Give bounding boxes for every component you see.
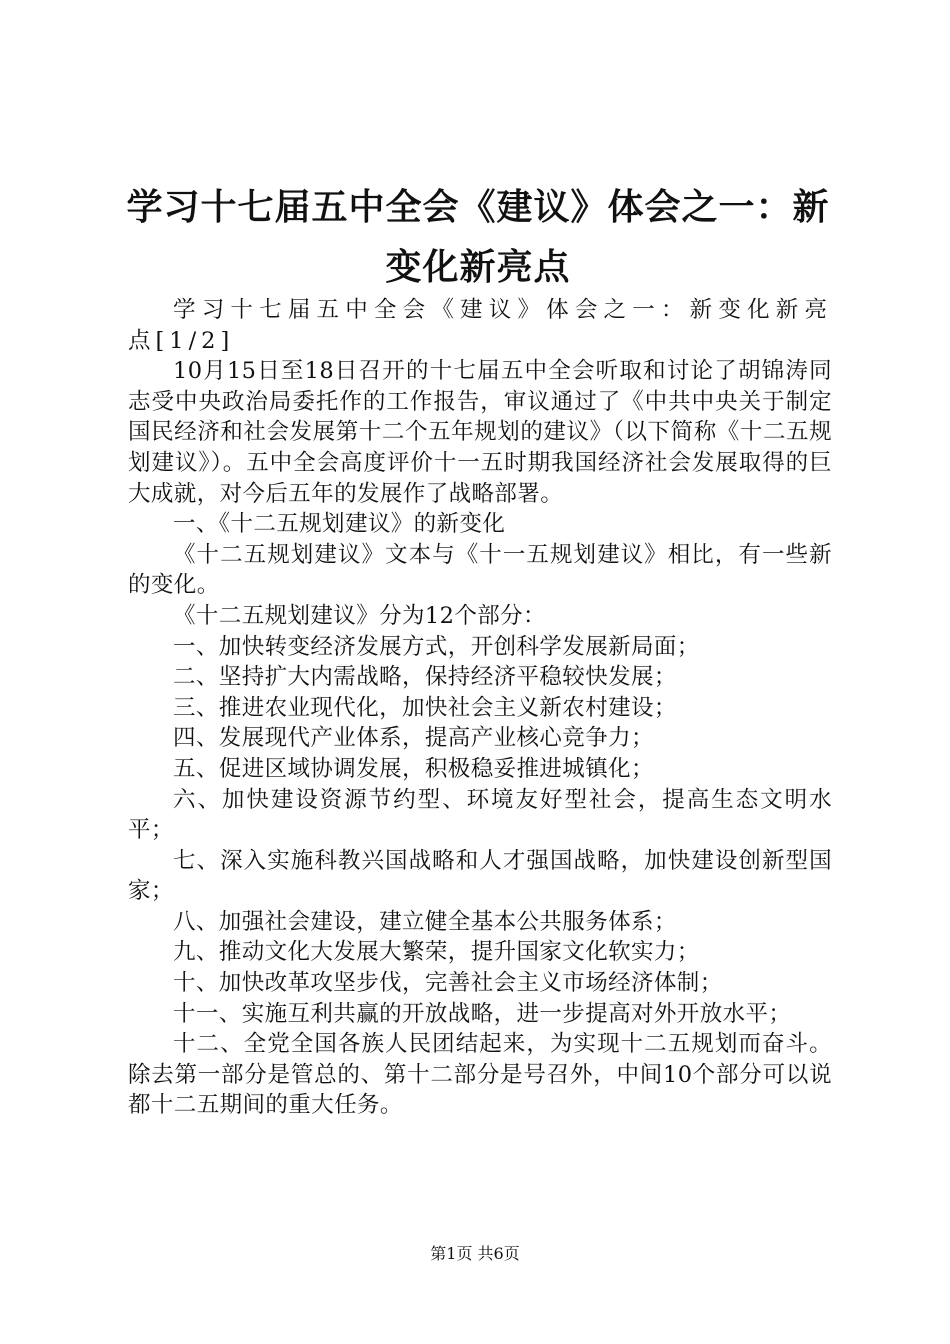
list-item: 五、促进区域协调发展，积极稳妥推进城镇化； [173, 755, 654, 782]
document-body [128, 295, 832, 1121]
intro-paragraph: 10月15日至18日召开的十七届五中全会听取和讨论了胡锦涛同志受中央政治局委托作的工作报告，审议通过了《中共中央关于制定国民经济和社会发展第十二个五年规划的建议》（以下简称《十二五规划建议》）。五中全会高度评价十一五时期我国经济社会发展取得的巨大成就，对今后五年的发展作了战略部署。 [128, 358, 832, 507]
list-item: 二、坚持扩大内需战略，保持经济平稳较快发展； [173, 664, 677, 691]
page-footer: 第1页 共6页 [430, 1244, 520, 1263]
subtitle-paragraph: 学习十七届五中全会《建议》体会之一：新变化新亮点[1/2] [128, 297, 832, 354]
list-item: 一、加快转变经济发展方式，开创科学发展新局面； [173, 633, 700, 660]
list-item: 九、推动文化大发展大繁荣，提升国家文化软实力； [173, 939, 700, 966]
section-heading: 一、《十二五规划建议》的新变化 [173, 511, 506, 538]
list-item: 七、深入实施科教兴国战略和人才强国战略，加快建设创新型国家； [128, 847, 832, 905]
list-item: 十、加快改革攻坚步伐，完善社会主义市场经济体制； [173, 970, 723, 997]
list-item: 十一、实施互利共赢的开放战略，进一步提高对外开放水平； [173, 1000, 792, 1027]
body-paragraph: 《十二五规划建议》文本与《十一五规划建议》相比，有一些新的变化。 [128, 541, 832, 599]
body-paragraph: 《十二五规划建议》分为12个部分： [173, 602, 546, 629]
document-title: 学习十七届五中全会《建议》体会之一：新变化新亮点 [126, 187, 830, 288]
list-item: 十二、全党全国各族人民团结起来，为实现十二五规划而奋斗。除去第一部分是管总的、第十二部分是号召外，中间10个部分可以说都十二五期间的重大任务。 [128, 1031, 832, 1119]
list-item: 八、加强社会建设，建立健全基本公共服务体系； [173, 908, 677, 935]
list-item: 六、加快建设资源节约型、环境友好型社会，提高生态文明水平； [128, 786, 832, 844]
list-item: 四、发展现代产业体系，提高产业核心竞争力； [173, 725, 654, 752]
list-item: 三、推进农业现代化，加快社会主义新农村建设； [173, 694, 677, 721]
